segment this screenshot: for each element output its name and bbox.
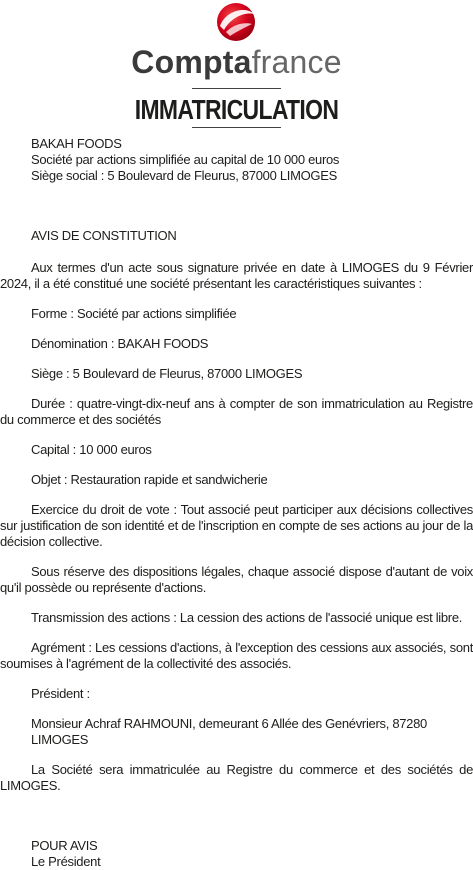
paragraph-vote: Exercice du droit de vote : Tout associé peut participer aux décisions collectives sur justification de son identité et de l'inscription en compte de ses actions au jour de la décision collective. xyxy=(0,502,473,549)
notice-body xyxy=(0,136,473,870)
company-name: BAKAH FOODS xyxy=(31,136,122,151)
company-seat: Siège social : 5 Boulevard de Fleurus, 87000 LIMOGES xyxy=(31,168,337,183)
signature-line-1: POUR AVIS xyxy=(31,838,98,853)
paragraph-siege: Siège : 5 Boulevard de Fleurus, 87000 LIMOGES xyxy=(31,366,303,381)
paragraph-forme: Forme : Société par actions simplifiée xyxy=(31,306,237,321)
paragraph-president: Monsieur Achraf RAHMOUNI, demeurant 6 Allée des Genévriers, 87280 LIMOGES xyxy=(31,716,427,747)
paragraph-capital: Capital : 10 000 euros xyxy=(31,442,152,457)
brand-wordmark xyxy=(0,44,473,80)
divider-top xyxy=(192,88,281,89)
paragraph-reserve: Sous réserve des dispositions légales, chaque associé dispose d'autant de voix qu'il possède ou représente d'actions. xyxy=(0,564,473,595)
paragraph-denomination: Dénomination : BAKAH FOODS xyxy=(31,336,209,351)
brand-name-bold: Compta xyxy=(131,44,252,80)
brand-name-light: france xyxy=(251,44,342,80)
paragraph-duree: Durée : quatre-vingt-dix-neuf ans à compter de son immatriculation au Registre du commerce et des sociétés xyxy=(0,396,473,427)
paragraph-objet: Objet : Restauration rapide et sandwicherie xyxy=(31,472,268,487)
red-sphere-swoosh-icon xyxy=(212,2,260,42)
divider-bottom xyxy=(192,127,281,128)
header-logo xyxy=(0,0,473,96)
company-type: Société par actions simplifiée au capital de 10 000 euros xyxy=(31,152,340,167)
paragraph-transmission: Transmission des actions : La cession des actions de l'associé unique est libre. xyxy=(31,610,463,625)
notice-title: AVIS DE CONSTITUTION xyxy=(31,228,177,243)
paragraph-intro: Aux termes d'un acte sous signature privée en date à LIMOGES du 9 Février 2024, il a été constitué une société présentant les caractéristiques suivantes : xyxy=(0,260,473,291)
paragraph-agrement: Agrément : Les cessions d'actions, à l'exception des cessions aux associés, sont soumises à l'agrément de la collectivité des associés. xyxy=(0,640,473,671)
signature-line-2: Le Président xyxy=(31,854,101,869)
paragraph-immatriculation: La Société sera immatriculée au Registre du commerce et des sociétés de LIMOGES. xyxy=(0,762,473,793)
paragraph-president-label: Président : xyxy=(31,686,90,701)
page-title: IMMATRICULATION xyxy=(134,94,339,125)
